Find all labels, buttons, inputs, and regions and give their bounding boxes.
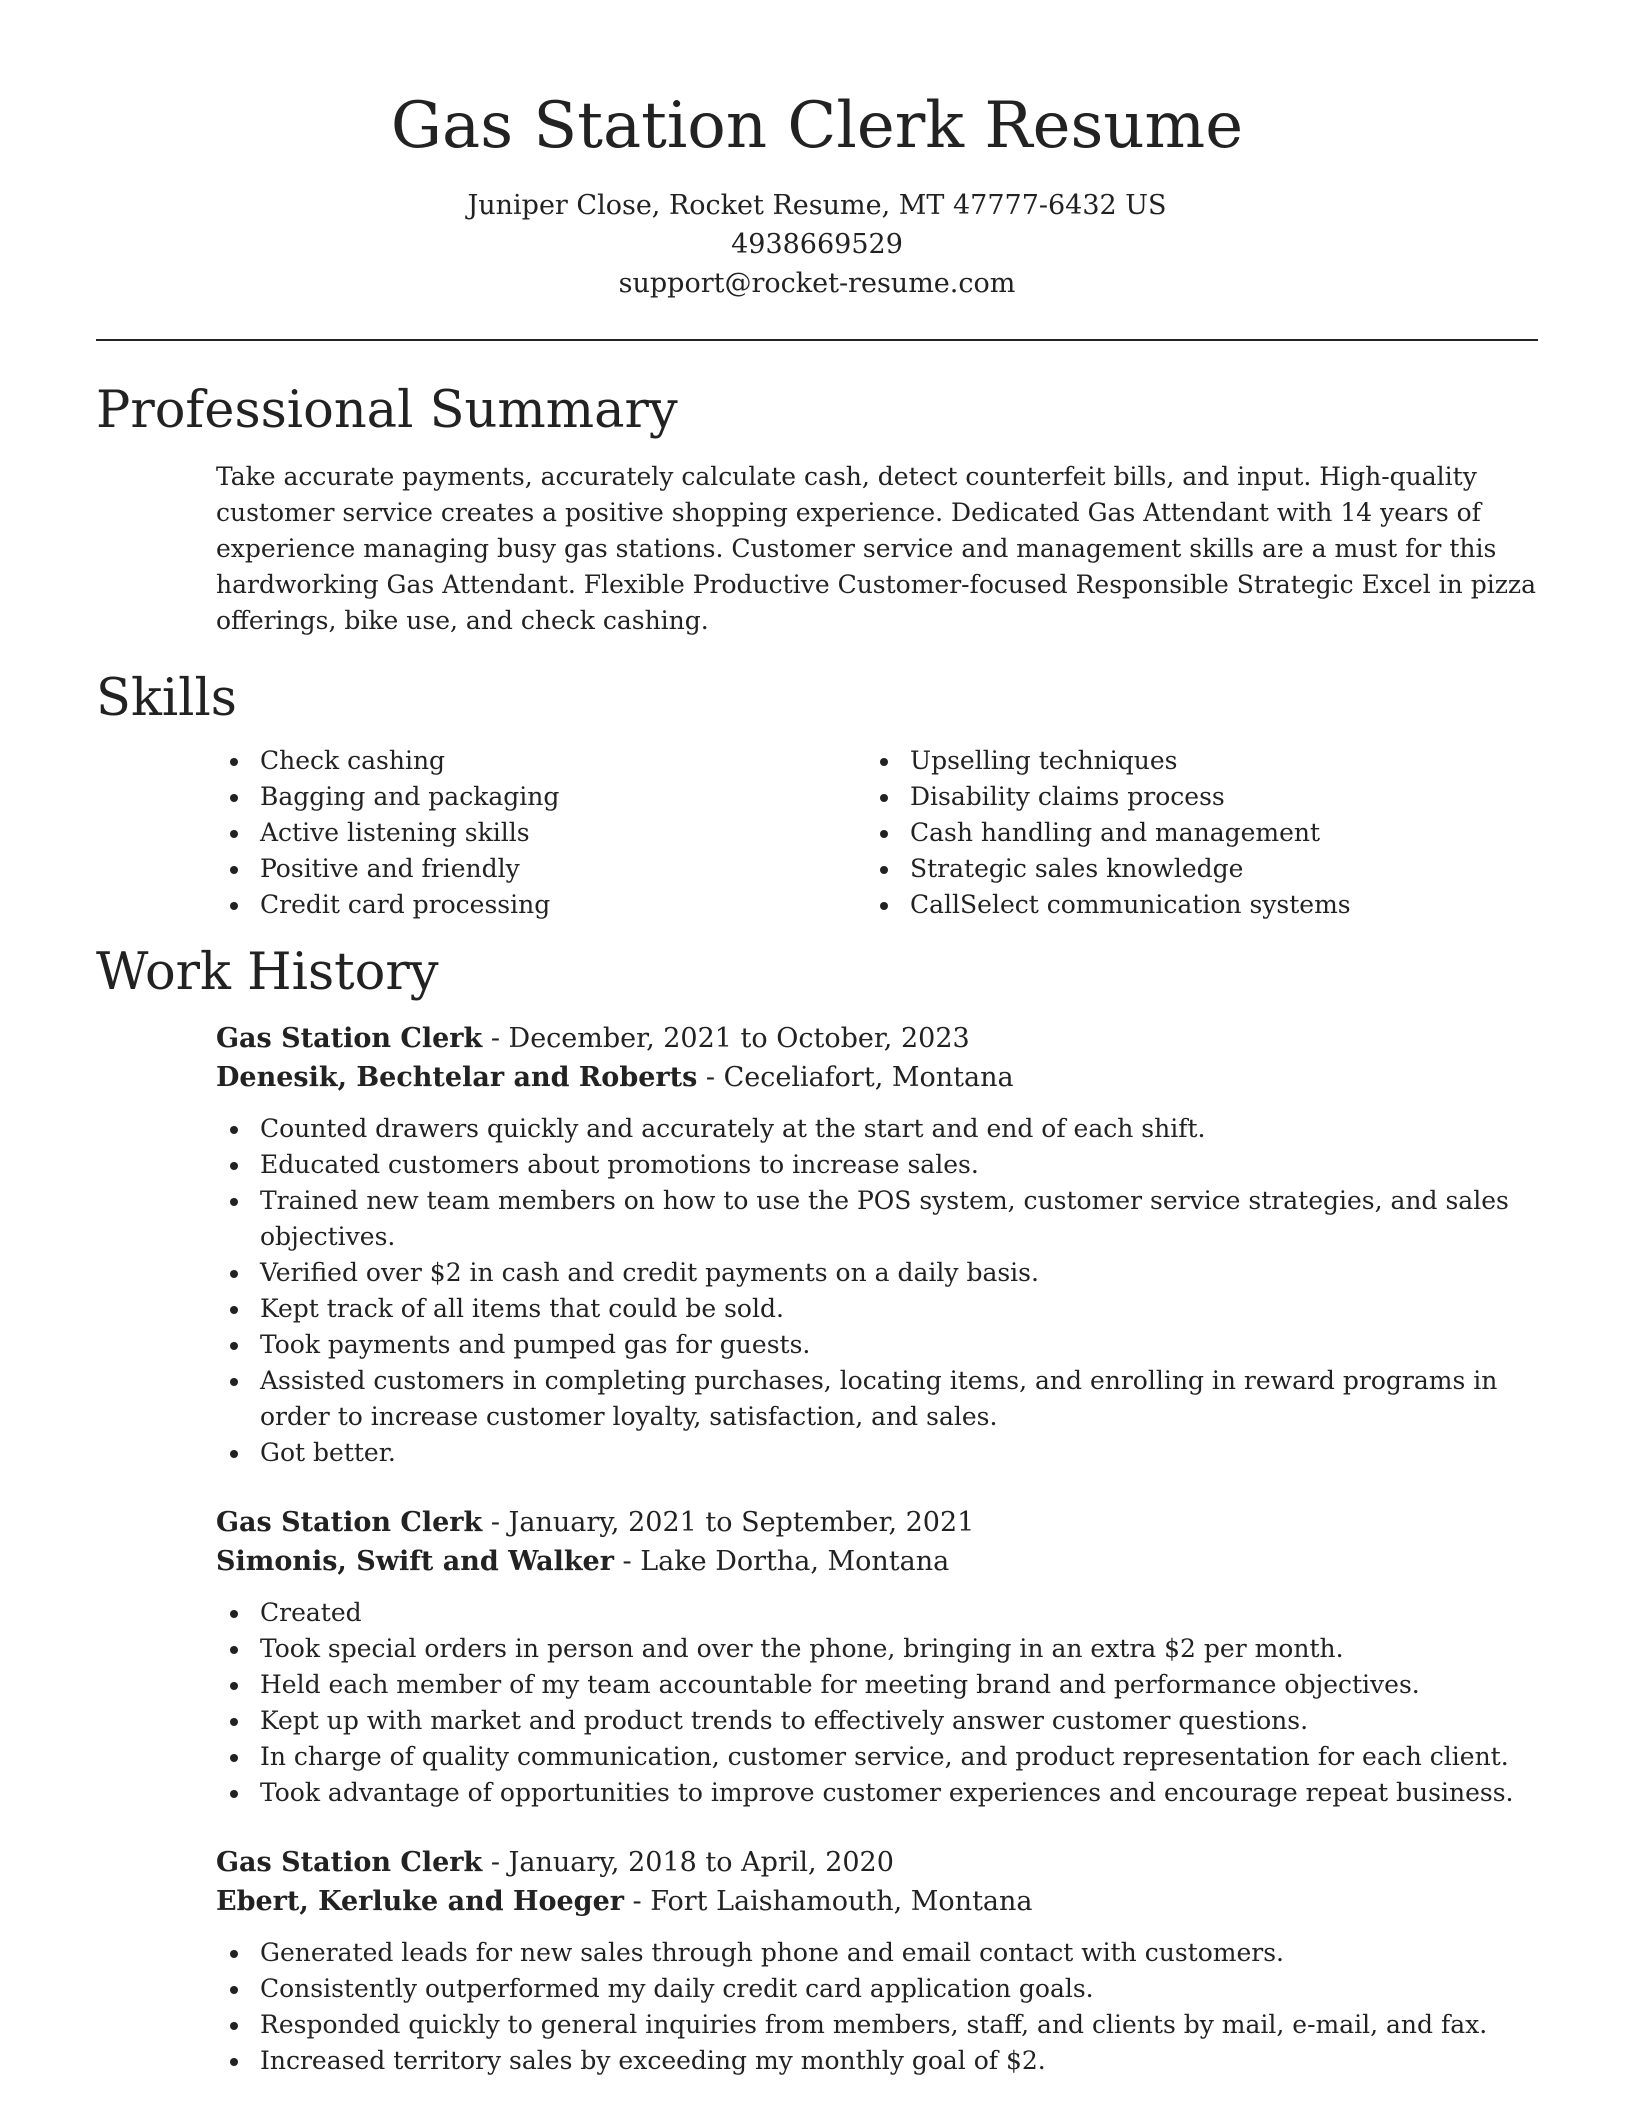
contact-email: support@rocket-resume.com: [618, 268, 1016, 299]
skill-item: [866, 743, 1516, 779]
skills-section: [96, 669, 1538, 923]
bullet-dot-icon: [880, 866, 888, 874]
work-heading: Work History: [96, 943, 439, 1002]
summary-heading: Professional Summary: [96, 381, 678, 440]
job-bullet: [216, 1703, 1538, 1739]
bullet-dot-icon: [230, 1342, 238, 1350]
job-bullet-list: [216, 1935, 1538, 2079]
skill-item: [216, 851, 866, 887]
bullet-dot-icon: [230, 2058, 238, 2066]
skill-item: [216, 887, 866, 923]
work-section: [96, 943, 1538, 2079]
job-bullet: [216, 1291, 1538, 1327]
resume-page: [96, 0, 1538, 2079]
job-bullet-text: Responded quickly to general inquiries from members, staff, and clients by mail, e-mail, and fax.: [260, 2010, 1488, 2039]
bullet-dot-icon: [230, 1986, 238, 1994]
skill-item-text: Strategic sales knowledge: [910, 854, 1244, 883]
bullet-dot-icon: [230, 1450, 238, 1458]
job-bullet-text: Took advantage of opportunities to improve customer experiences and encourage repeat business.: [260, 1778, 1514, 1807]
bullet-dot-icon: [230, 758, 238, 766]
bullet-dot-icon: [230, 2022, 238, 2030]
job-bullet: [216, 1363, 1538, 1435]
job-bullet: [216, 1327, 1538, 1363]
job-entry: [216, 1843, 1538, 2079]
job-bullet: [216, 1435, 1538, 1471]
job-title-line: [216, 1843, 1538, 1882]
job-bullet: [216, 1255, 1538, 1291]
bullet-dot-icon: [880, 758, 888, 766]
job-bullet-text: Generated leads for new sales through phone and email contact with customers.: [260, 1938, 1284, 1967]
job-title: Gas Station Clerk: [216, 1847, 483, 1878]
job-title: Gas Station Clerk: [216, 1507, 483, 1538]
skill-item: [866, 851, 1516, 887]
skill-item: [866, 887, 1516, 923]
skill-item-text: Positive and friendly: [260, 854, 520, 883]
job-company-line: [216, 1542, 1538, 1581]
skill-item: [216, 743, 866, 779]
job-bullet: [216, 1739, 1538, 1775]
job-bullet: [216, 1595, 1538, 1631]
skill-item-text: Disability claims process: [910, 782, 1225, 811]
contact-block: [96, 186, 1538, 303]
bullet-dot-icon: [230, 902, 238, 910]
contact-phone: 4938669529: [731, 229, 903, 260]
skills-column-right: [866, 743, 1516, 923]
job-bullet-text: Kept up with market and product trends to effectively answer customer questions.: [260, 1706, 1309, 1735]
job-bullet: [216, 1971, 1538, 2007]
job-dates: January, 2018 to April, 2020: [508, 1847, 894, 1878]
job-bullet: [216, 1183, 1538, 1255]
job-bullet: [216, 2007, 1538, 2043]
job-bullet-text: Held each member of my team accountable for meeting brand and performance objectives.: [260, 1670, 1420, 1699]
skill-item-text: Active listening skills: [260, 818, 530, 847]
job-bullet-text: Created: [260, 1598, 362, 1627]
resume-header: [96, 0, 1538, 303]
job-dates: January, 2021 to September, 2021: [508, 1507, 975, 1538]
summary-section: [96, 381, 1538, 639]
job-bullet-text: Assisted customers in completing purchases, locating items, and enrolling in reward programs in order to increase customer loyalty, satisfaction, and sales.: [260, 1366, 1498, 1431]
job-bullet-list: [216, 1595, 1538, 1811]
bullet-dot-icon: [230, 1950, 238, 1958]
job-entry: [216, 1503, 1538, 1811]
job-location: Fort Laishamouth, Montana: [650, 1886, 1033, 1917]
bullet-dot-icon: [880, 830, 888, 838]
job-entry: [216, 1019, 1538, 1471]
bullet-dot-icon: [230, 830, 238, 838]
job-separator: -: [623, 1886, 651, 1917]
job-bullet: [216, 1111, 1538, 1147]
job-bullet: [216, 2043, 1538, 2079]
skill-item: [866, 815, 1516, 851]
job-bullet-text: Kept track of all items that could be sold.: [260, 1294, 784, 1323]
resume-title: Gas Station Clerk Resume: [390, 89, 1244, 163]
bullet-dot-icon: [230, 1378, 238, 1386]
job-title-line: [216, 1503, 1538, 1542]
skill-item: [216, 815, 866, 851]
bullet-dot-icon: [230, 1718, 238, 1726]
bullet-dot-icon: [230, 1646, 238, 1654]
job-bullet-text: Took special orders in person and over the phone, bringing in an extra $2 per month.: [260, 1634, 1344, 1663]
job-bullet: [216, 1631, 1538, 1667]
skills-column-left: [216, 743, 866, 923]
skill-item-text: Check cashing: [260, 746, 446, 775]
job-company-line: [216, 1058, 1538, 1097]
skills-grid: [216, 743, 1538, 923]
job-company: Denesik, Bechtelar and Roberts: [216, 1062, 698, 1093]
skill-item-text: Credit card processing: [260, 890, 551, 919]
bullet-dot-icon: [230, 1682, 238, 1690]
skill-item-text: CallSelect communication systems: [910, 890, 1351, 919]
job-bullet-text: Consistently outperformed my daily credit card application goals.: [260, 1974, 1094, 2003]
job-bullet-text: Trained new team members on how to use the POS system, customer service strategies, and sales objectives.: [260, 1186, 1509, 1251]
bullet-dot-icon: [880, 794, 888, 802]
job-location: Ceceliafort, Montana: [723, 1062, 1014, 1093]
job-separator: -: [482, 1847, 509, 1878]
job-bullet-text: In charge of quality communication, customer service, and product representation for each client.: [260, 1742, 1509, 1771]
job-separator: -: [482, 1023, 509, 1054]
job-separator: -: [482, 1507, 509, 1538]
job-title-line: [216, 1019, 1538, 1058]
job-title: Gas Station Clerk: [216, 1023, 483, 1054]
skill-item-text: Cash handling and management: [910, 818, 1321, 847]
skill-item-text: Bagging and packaging: [260, 782, 560, 811]
job-dates: December, 2021 to October, 2023: [508, 1023, 970, 1054]
bullet-dot-icon: [880, 902, 888, 910]
job-bullet: [216, 1935, 1538, 1971]
job-bullet: [216, 1775, 1538, 1811]
job-bullet: [216, 1147, 1538, 1183]
skill-item: [216, 779, 866, 815]
job-bullet-text: Counted drawers quickly and accurately at the start and end of each shift.: [260, 1114, 1206, 1143]
bullet-dot-icon: [230, 866, 238, 874]
skills-heading: Skills: [96, 669, 237, 728]
bullet-dot-icon: [230, 1126, 238, 1134]
job-bullet-list: [216, 1111, 1538, 1471]
contact-address: Juniper Close, Rocket Resume, MT 47777-6432 US: [467, 190, 1167, 221]
bullet-dot-icon: [230, 1610, 238, 1618]
bullet-dot-icon: [230, 1198, 238, 1206]
bullet-dot-icon: [230, 1270, 238, 1278]
bullet-dot-icon: [230, 1754, 238, 1762]
skill-item: [866, 779, 1516, 815]
skill-item-text: Upselling techniques: [910, 746, 1178, 775]
job-list: [96, 1019, 1538, 2079]
summary-text: Take accurate payments, accurately calculate cash, detect counterfeit bills, and input. High-quality customer service creates a positive shopping experience. Dedicated Gas Attendant with 14 years of experience managing busy gas stations. Customer service and management skills are a must for this hardworking Gas Attendant. Flexible Productive Customer-focused Responsible Strategic Excel in pizza offerings, bike use, and check cashing.: [216, 462, 1536, 635]
job-company: Simonis, Swift and Walker: [216, 1546, 614, 1577]
bullet-dot-icon: [230, 794, 238, 802]
job-company-line: [216, 1882, 1538, 1921]
job-bullet-text: Verified over $2 in cash and credit payments on a daily basis.: [260, 1258, 1039, 1287]
job-company: Ebert, Kerluke and Hoeger: [216, 1886, 624, 1917]
bullet-dot-icon: [230, 1790, 238, 1798]
job-separator: -: [613, 1546, 641, 1577]
job-bullet-text: Increased territory sales by exceeding my monthly goal of $2.: [260, 2046, 1046, 2075]
bullet-dot-icon: [230, 1162, 238, 1170]
job-bullet-text: Took payments and pumped gas for guests.: [260, 1330, 811, 1359]
job-separator: -: [697, 1062, 724, 1093]
header-divider: [96, 339, 1538, 341]
job-bullet: [216, 1667, 1538, 1703]
job-location: Lake Dortha, Montana: [640, 1546, 950, 1577]
bullet-dot-icon: [230, 1306, 238, 1314]
job-bullet-text: Educated customers about promotions to increase sales.: [260, 1150, 979, 1179]
job-bullet-text: Got better.: [260, 1438, 396, 1467]
